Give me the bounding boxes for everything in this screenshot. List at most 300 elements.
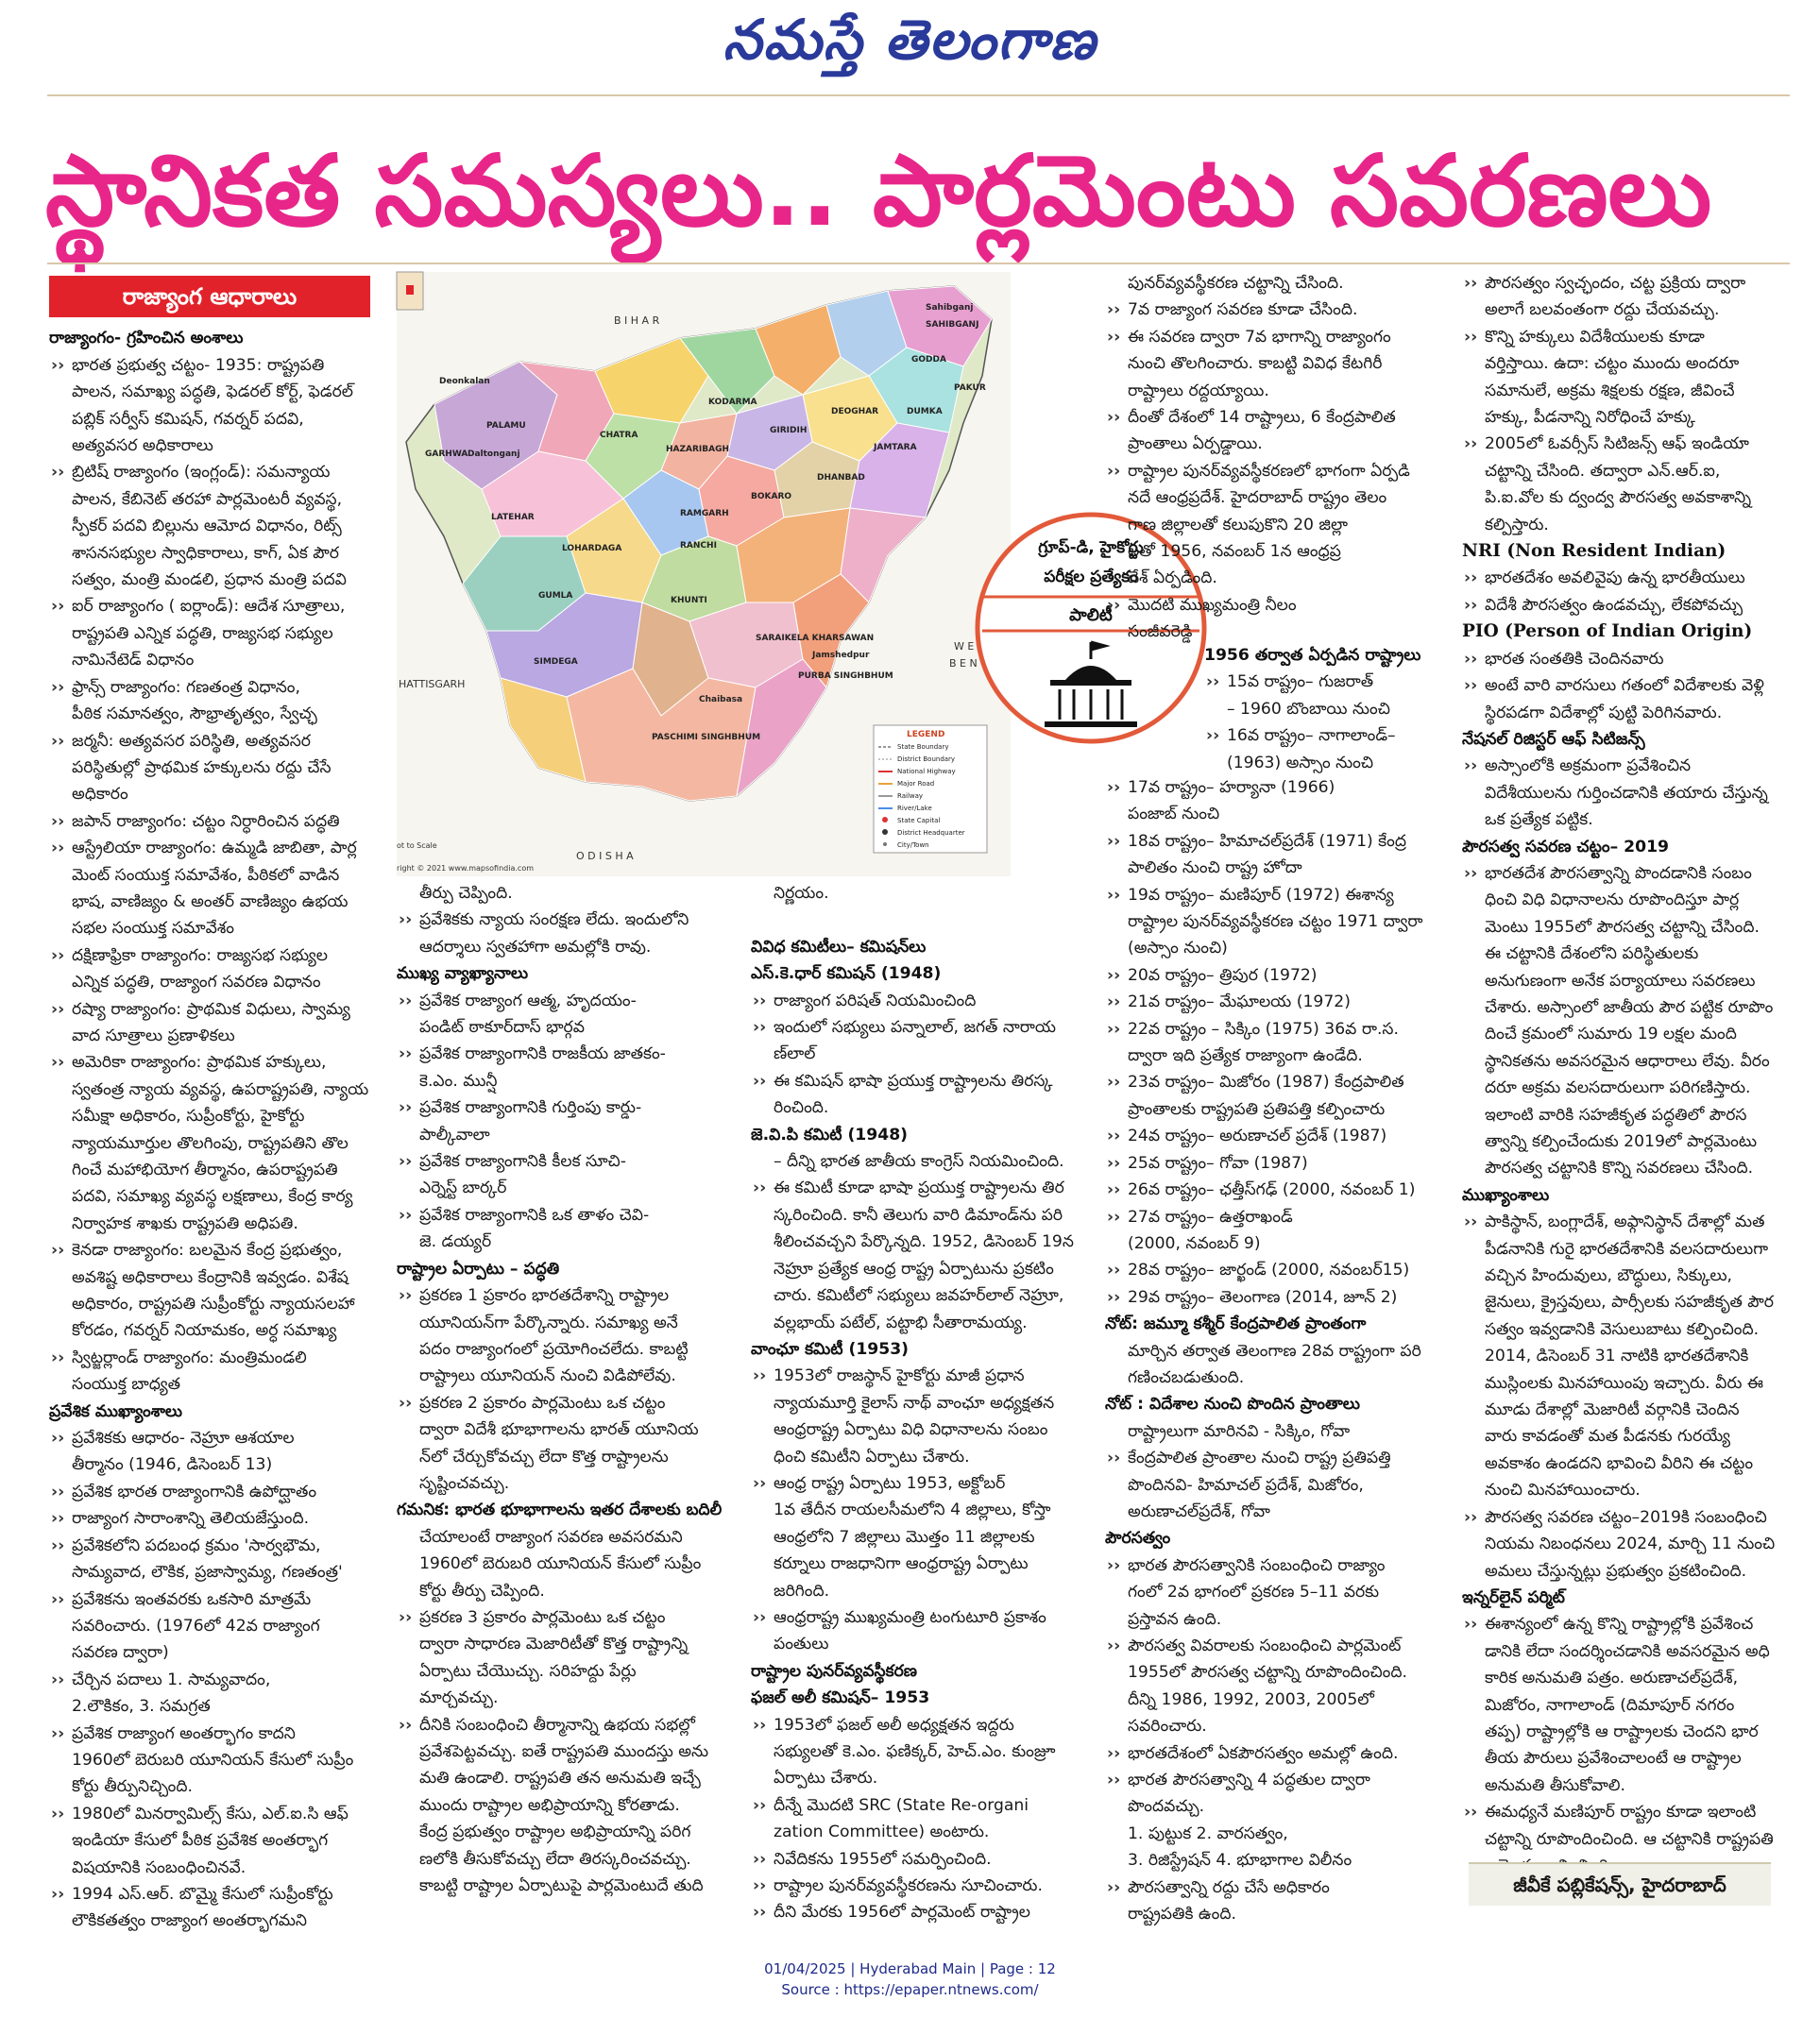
bullet-item: ›› 26వ రాష్ట్రం– ఛత్తీస్‌గఢ్ (2000, నవంబర్ 1) [1105, 1177, 1454, 1203]
map-legend-item: Major Road [897, 780, 935, 788]
bullet-item: ›› విదేశీ పౌరసత్వం ఉండవచ్చు, లేకపోవచ్చు [1462, 592, 1783, 619]
text-line: వల్లభాయ్ పటేల్, పట్టాభి సీతారామయ్య. [774, 1313, 1028, 1332]
bullet-item: ›› జర్మనీ: అత్యవసర పరిస్థితి, అత్యవసర [49, 728, 370, 755]
bullet-item: ›› బ్రిటిష్ రాజ్యాంగం (ఇంగ్లండ్): సమన్యాయ [49, 459, 370, 485]
bullet-item: ›› భారత పౌరసత్వాన్ని 4 పద్ధతుల ద్వారా [1105, 1767, 1454, 1793]
text-line: తీయ పౌరులు ప్రవేశించాలంటే ఆ రాష్ట్రాల [1485, 1749, 1742, 1769]
bullet-item: ›› ప్రవేశికలోని పదబంధ క్రమం 'సార్వభౌమ, [49, 1533, 370, 1559]
text-line: స్పీకర్ పదవి బిల్లును ఆమోద విధానం, రిట్స్ [72, 517, 342, 536]
text-line: ద్వారా సాధారణ మెజారిటీతో కొత్త రాష్ట్రాన్ని [419, 1635, 689, 1654]
bullet-item: ›› పౌరసత్వ సవరణ చట్టం–2019కి సంబంధించి [1462, 1504, 1783, 1531]
column-body [1462, 270, 1783, 1879]
bullet-item: ›› ఈ సవరణ ద్వారా 7వ భాగాన్ని రాజ్యాంగం [1105, 324, 1454, 350]
text-line: పదం రాజ్యాంగంలో ప్రయోగించలేదు. కాబట్టి [419, 1339, 689, 1359]
bullet-item: ›› ఈశాన్యంలో ఉన్న కొన్ని రాష్ట్రాల్లోకి ప్రవేశించ [1462, 1611, 1783, 1637]
map-label-paschimi-singhbhum: PASCHIMI SINGHBHUM [652, 733, 761, 742]
text-line: పంతులు [774, 1635, 829, 1654]
map-label-sahibganj: SAHIBGANJ [926, 320, 979, 330]
map-label-ramgarh: RAMGARH [680, 509, 729, 518]
text-line: కారిక అనుమతి పత్రం. అరుణాచల్‌ప్రదేశ్, [1485, 1669, 1739, 1688]
text-line: ప్రవేశపెట్టవచ్చు. ఐతే రాష్ట్రపతి ముందస్తు అను [419, 1742, 709, 1761]
map-label-lohardaga: LOHARDAGA [562, 544, 622, 553]
map-legend-item: District Boundary [897, 755, 956, 763]
bullet-item: ›› ఫ్రాన్స్ రాజ్యాంగం: గణతంత్ర విధానం, [49, 674, 370, 701]
map-label-giridih: GIRIDIH [770, 426, 808, 435]
bullet-item: ›› 20వ రాష్ట్రం– త్రిపుర (1972) [1105, 962, 1454, 989]
bullet-item: ›› 7వ రాజ్యాంగ సవరణ కూడా చేసింది. [1105, 297, 1454, 323]
text-line: పాలితం నుంచి రాష్ట్ర హోదా [1128, 858, 1302, 878]
bullet-item: ›› రాజ్యాంగ పరిషత్ నియమించింది [751, 988, 1091, 1014]
text-line: దేశ్ ఏర్పడింది. [1128, 568, 1217, 588]
text-line: ఇలాంటి వారికి సహజీకృత పద్ధతిలో పౌరస [1485, 1105, 1747, 1125]
text-line: రాష్ట్రాలు యూనియన్ నుంచి విడిపోలేవు. [419, 1366, 676, 1386]
text-line: రాష్ట్రపతికి ఉంది. [1128, 1905, 1236, 1925]
text-line: కోర్టు తీర్పునిచ్చింది. [72, 1777, 193, 1797]
text-line: అరుణాచల్‌ప్రదేశ్, గోవా [1128, 1501, 1270, 1521]
bullet-item: ›› చేర్చిన పదాలు 1. సామ్యవాదం, [49, 1667, 370, 1693]
text-line: శీలించవచ్చని పేర్కొన్నది. 1952, డిసెంబర్ 19న [774, 1232, 1074, 1252]
text-line: వర్తిస్తాయి. ఉదా: చట్టం ముందు అందరూ [1485, 354, 1740, 374]
footer-source-link[interactable]: Source : https://epaper.ntnews.com/ [781, 1981, 1039, 1998]
text-line: ఆంధ్రలోని 7 జిల్లాలు మొత్తం 11 జిల్లాలకు [774, 1527, 1035, 1547]
text-line: ముస్లింలకు మినహాయింపు ఇచ్చారు. వీరు ఈ [1485, 1373, 1764, 1393]
text-line: సంజీవరెడ్డి [1128, 622, 1193, 642]
bullet-item: ›› ప్రకరణ 1 ప్రకారం భారతదేశాన్ని రాష్ట్రాల [397, 1282, 737, 1309]
section-heading: రాష్ట్రాల ఏర్పాటు – పద్ధతి [397, 1259, 560, 1279]
bullet-item: ›› 1980లో మినర్వామిల్స్ కేసు, ఎల్.ఐ.సి ఆఫ్ [49, 1801, 370, 1827]
bullet-item: ›› దక్షిణాఫ్రికా రాజ్యాంగం: రాజ్యసభ సభ్యుల [49, 942, 370, 969]
map-label-khunti: KHUNTI [671, 596, 707, 605]
text-line: మార్చిన తర్వాత తెలంగాణ 28వ రాష్ట్రంగా పరి [1128, 1341, 1421, 1361]
text-line: ఇండియా కేసులో పీఠిక ప్రవేశిక అంతర్భాగ [72, 1831, 329, 1851]
text-line: గణించబడుతుంది. [1128, 1367, 1245, 1387]
text-line: త్వాన్ని కల్పించేందుకు 2019లో పార్లమెంటు [1485, 1132, 1758, 1151]
section-heading: వాంఛూ కమిటీ (1953) [751, 1339, 910, 1359]
text-line: ద్వారా విదేశీ భూభాగాలను భారత్ యూనియ [419, 1420, 699, 1440]
section-heading: గమనిక: భారత భూభాగాలను ఇతర దేశాలకు బదిలీ [397, 1501, 723, 1520]
text-line: కాబట్టి రాష్ట్రాల ఏర్పాటుపై పార్లమెంటుదే తుది [419, 1876, 704, 1896]
text-line: చట్టాన్ని చేసింది. తద్వారా ఎన్.ఆర్.ఐ, [1485, 461, 1721, 481]
text-line: విదేశీయులను గుర్తించడానికి తయారు చేస్తున్న [1485, 783, 1768, 803]
map-legend-item: National Highway [897, 768, 956, 775]
text-line: హక్కు, పీడనాన్ని నిరోధించే హక్కు [1485, 408, 1695, 428]
bullet-item: ›› 21వ రాష్ట్రం– మేఘాలయ (1972) [1105, 989, 1454, 1015]
text-line: కోర్టు తీర్పు చెప్పింది. [419, 1581, 545, 1601]
bullet-item: ›› రాష్ట్రాల పునర్‌వ్యవస్థీకరణలో భాగంగా ఏర్పడి [1105, 458, 1454, 484]
text-line: చట్టాన్ని రూపొందించింది. ఆ చట్టానికి రాష్ట్రపతి [1485, 1829, 1774, 1849]
section-heading: నేషనల్ రిజిస్టర్ ఆఫ్ సిటిజన్స్ [1462, 729, 1645, 749]
bullet-item: ›› పాకిస్థాన్, బంగ్లాదేశ్, అఫ్గానిస్థాన్ దేశాల్లో మత [1462, 1209, 1783, 1235]
text-line: కోరడం, గవర్నర్ నియామకం, అర్ధ సమాఖ్య [72, 1321, 337, 1341]
text-line: స్వతంత్ర న్యాయ వ్యవస్థ, ఉపరాష్ట్రపతి, న్యాయ [72, 1079, 369, 1099]
bullet-item: ›› 27వ రాష్ట్రం– ఉత్తరాఖండ్ [1105, 1204, 1454, 1230]
column-body [1105, 270, 1454, 646]
text-line: అధికారం, రాష్ట్రపతి సుప్రీంకోర్టు న్యాయసలహా [72, 1295, 355, 1314]
text-line: మూడు దేశాల్లో మెజారిటీ వర్గానికి చెందిన [1485, 1400, 1740, 1420]
bullet-item: ›› 1994 ఎస్.ఆర్. బొమ్మై కేసులో సుప్రీంకోర్టు [49, 1881, 370, 1908]
text-line: నియమ నిబంధనలు 2024, మార్చి 11 నుంచి [1485, 1535, 1776, 1554]
text-line: ఒక ప్రత్యేక పట్టిక. [1485, 810, 1593, 830]
map-label-chatra: CHATRA [600, 431, 638, 440]
bullet-item: ›› 19వ రాష్ట్రం– మణిపూర్ (1972) ఈశాన్య [1105, 882, 1454, 908]
column-states-reorg-top [1105, 270, 1454, 648]
map-neighbor-bengal: B E N [949, 657, 978, 670]
map-label-pakur: PAKUR [954, 383, 986, 393]
text-line: భాష, వాణిజ్యం & అంతర్ వాణిజ్యం ఉభయ [72, 891, 349, 911]
bullet-item: ›› ఈ కమిషన్ భాషా ప్రయుక్త రాష్ట్రాలను తిరస్క [751, 1068, 1091, 1094]
text-line: ణ్‌లాల్ [774, 1044, 816, 1064]
column-body [1105, 774, 1454, 1927]
text-line: రాష్ట్రాలు రద్దయ్యాయి. [1128, 381, 1269, 400]
section-heading: NRI (Non Resident Indian) [1462, 541, 1726, 562]
text-line: న్యాయమూర్తుల తొలగింపు, రాష్ట్రపతిని తొల [72, 1133, 349, 1153]
text-line: (అస్సాం నుంచి) [1128, 939, 1228, 958]
map-legend-item: City/Town [897, 841, 929, 849]
bullet-item: ›› దీని మేరకు 1956లో పార్లమెంట్ రాష్ట్రాల [751, 1899, 1091, 1925]
badge-line-2: పరీక్షల ప్రత్యేకం [1044, 568, 1138, 586]
map-label-chaibasa: Chaibasa [699, 695, 743, 704]
text-line: పి.ఐ.వోల కు ద్వంద్వ పౌరసత్వ అవకాశాన్ని [1485, 488, 1752, 508]
bullet-item: ›› కెనడా రాజ్యాంగం: బలమైన కేంద్ర ప్రభుత్వం, [49, 1237, 370, 1263]
text-line: గించే మహాభియోగ తీర్మానం, ఉపరాష్ట్రపతి [72, 1161, 338, 1179]
map-legend [874, 725, 987, 853]
bullet-item: ›› 15వ రాష్ట్రం– గుజరాత్ [1204, 669, 1454, 695]
text-line: గంలో 2వ భాగంలో ప్రకరణ 5–11 వరకు [1128, 1583, 1380, 1603]
map-label-daltonganj: Daltonganj [468, 449, 520, 459]
map-label-sahibganj-town: Sahibganj [926, 303, 974, 313]
text-line: తప్ప) రాష్ట్రాల్లోకి ఆ రాష్ట్రాలకు చెందని భార [1485, 1721, 1759, 1741]
bullet-item: ›› ప్రవేశికకు న్యాయ సంరక్షణ లేదు. ఇందులోని [397, 907, 737, 933]
badge-line-3: పాలిటీ [1069, 605, 1113, 625]
map-legend-item: River/Lake [897, 805, 932, 812]
text-line: అవశిష్ట అధికారాలు కేంద్రానికి ఇవ్వడం. విశేష [72, 1267, 349, 1287]
text-line: పునర్‌వ్యవస్థీకరణ చట్టాన్ని చేసింది. [1128, 274, 1344, 293]
section-heading: PIO (Person of Indian Origin) [1462, 621, 1753, 642]
section-heading: ముఖ్య వ్యాఖ్యానాలు [397, 964, 529, 984]
text-line: పంజాబ్ నుంచి [1128, 805, 1220, 824]
text-line: సభల సంయుక్త సమావేశం [72, 919, 235, 939]
text-line: లతో 1956, నవంబర్ 1న ఆంధ్రప్ర [1128, 542, 1341, 562]
map-legend-title: LEGEND [907, 730, 945, 739]
text-line: జరిగింది. [774, 1581, 830, 1601]
bullet-item: ›› ప్రవేశికను ఇంతవరకు ఒకసారి మాత్రమే [49, 1586, 370, 1613]
text-line: సామ్యవాద, లౌకిక, ప్రజాస్వామ్య, గణతంత్ర' [72, 1563, 343, 1583]
text-line: – దీన్ని భారత జాతీయ కాంగ్రెస్ నియమించింది. [774, 1152, 1064, 1172]
text-line: పరిస్థితుల్లో ప్రాథమిక హక్కులను రద్దు చేసే [72, 757, 332, 777]
map-label-garhwa: GARHWA [425, 449, 468, 459]
bullet-item: ›› పౌరసత్వం స్వచ్ఛందం, చట్ట ప్రక్రియ ద్వారా [1462, 270, 1783, 297]
bullet-item: ›› 28వ రాష్ట్రం– జార్ఖండ్ (2000, నవంబర్15) [1105, 1257, 1454, 1283]
map-label-jamtara: JAMTARA [874, 443, 917, 452]
bullet-item: ›› 25వ రాష్ట్రం– గోవా (1987) [1105, 1150, 1454, 1177]
map-neighbor-west: W E [954, 640, 975, 653]
text-line: సమానులే, అక్రమ శిక్షలకు రక్షణ, జీవించే [1485, 381, 1735, 400]
text-line: సమీక్షా అధికారం, సుప్రీంకోర్టు, హైకోర్టు [72, 1107, 305, 1127]
map-scale-note: ot to Scale [397, 841, 437, 850]
bullet-item: ›› ప్రకరణ 3 ప్రకారం పార్లమెంటు ఒక చట్టం [397, 1604, 737, 1631]
text-line: ప్రాంతాలు ఏర్పడ్డాయి. [1128, 434, 1263, 454]
text-line: సవరించారు. (1976లో 42వ రాజ్యాంగ [72, 1616, 320, 1636]
map-label-ranchi: RANCHI [680, 541, 717, 551]
section-heading: ప్రవేశిక ముఖ్యాంశాలు [49, 1401, 182, 1421]
text-line: పౌరసత్వ చట్టానికి కొన్ని సవరణలు చేసింది. [1485, 1159, 1754, 1179]
text-line: రాష్ట్రాలుగా మారినవి - సిక్కిం, గోవా [1128, 1421, 1351, 1441]
text-line: పబ్లిక్ సర్వీస్ కమిషన్, గవర్నర్ పదవి, [72, 409, 304, 429]
text-line: తీర్పు చెప్పింది. [419, 884, 513, 903]
text-line: ప్రస్తావన ఉంది. [1128, 1609, 1222, 1629]
map-label-purba-singhbhum: PURBA SINGHBHUM [798, 671, 893, 681]
bullet-item: ›› ప్రవేశిక రాజ్యాంగానికి ఒక తాళం చెవి- [397, 1202, 737, 1229]
bullet-item: ›› ఈమధ్యనే మణిపూర్ రాష్ట్రం కూడా ఇలాంటి [1462, 1799, 1783, 1825]
text-line: సవరించారు. [1128, 1717, 1207, 1737]
text-line: దరూ అక్రమ వలసదారులుగా పరిగణిస్తారు. [1485, 1078, 1751, 1098]
text-line: నదే ఆంధ్రప్రదేశ్. హైదరాబాద్ రాష్ట్రం తెలం [1128, 488, 1387, 508]
bullet-item: ›› 29వ రాష్ట్రం– తెలంగాణ (2014, జూన్ 2) [1105, 1284, 1454, 1311]
bullet-item: ›› దీన్నే మొదటి SRC (State Re-organi [751, 1792, 1091, 1819]
bullet-item: ›› స్విట్జర్లాండ్ రాజ్యాంగం: మంత్రిమండలి [49, 1345, 370, 1371]
column-body [49, 325, 370, 1934]
bullet-item: ›› అమెరికా రాజ్యాంగం: ప్రాథమిక హక్కులు, [49, 1049, 370, 1076]
text-line: పొందవచ్చు. [1128, 1797, 1205, 1817]
badge-line-1: గ్రూప్-డి, హైకోర్టు [1038, 538, 1144, 557]
text-line: పాలన, సమాఖ్య పద్ధతి, ఫెడరల్ కోర్ట్, ఫెడరల్ [72, 382, 353, 402]
bullet-item: ›› రాష్ట్రాల పునర్‌వ్యవస్థీకరణను సూచించారు. [751, 1873, 1091, 1899]
section-banner: రాజ్యాంగ ఆధారాలు [49, 276, 370, 317]
text-line: ఎన్నిక పద్ధతి, రాజ్యాంగ సవరణ విధానం [72, 973, 321, 992]
publisher-credit: జీవీకే పబ్లికేషన్స్, హైదరాబాద్ [1469, 1862, 1771, 1906]
text-line: న్యాయమూర్తి కైలాస్ నాథ్ వాంఛూ అధ్యక్షతన [774, 1393, 1055, 1413]
map-label-jamshedpur: Jamshedpur [812, 651, 870, 660]
bullet-item: ›› 23వ రాష్ట్రం– మిజోరం (1987) కేంద్రపాలిత [1105, 1069, 1454, 1095]
bullet-item: ›› 18వ రాష్ట్రం– హిమాచల్‌ప్రదేశ్ (1971) కేంద్ర [1105, 828, 1454, 855]
text-line: జె. డయ్యర్ [419, 1232, 492, 1252]
column-body [751, 880, 1091, 1926]
map-neighbor-chhattisgarh: HATTISGARH [399, 678, 466, 690]
text-line: పదవి, సమాఖ్య వ్యవస్థ లక్షణాలు, కేంద్ర కార్య [72, 1187, 353, 1207]
bullet-item: ›› ప్రకరణ 2 ప్రకారం పార్లమెంటు ఒక చట్టం [397, 1390, 737, 1416]
bullet-item: ›› అస్సాంలోకి అక్రమంగా ప్రవేశించిన [1462, 753, 1783, 779]
bullet-item: ›› అంటే వారి వారసులు గతంలో విదేశాలకు వెళ్లి [1462, 672, 1783, 699]
section-heading: 1956 తర్వాత ఏర్పడిన రాష్ట్రాలు [1204, 646, 1421, 665]
text-line: ద్వారా ఇది ప్రత్యేక రాజ్యాంగా ఉండేది. [1128, 1046, 1363, 1066]
page-footer [0, 1959, 1820, 2000]
text-line: 2.లౌకికం, 3. సమగ్రత [72, 1697, 211, 1717]
section-heading: రాష్ట్రాల పునర్‌వ్యవస్థీకరణ [751, 1661, 917, 1681]
text-line: శాసనసభ్యుల స్వాధికారాలు, కాగ్, ఏక పౌర [72, 543, 339, 563]
section-heading: నోట్ : విదేశాల నుంచి పొందిన ప్రాంతాలు [1105, 1395, 1360, 1415]
text-line: అనుగుణంగా అనేక పర్యాయాలు సవరణలు [1485, 971, 1756, 991]
bullet-item: ›› మొదటి ముఖ్యమంత్రి నీలం [1105, 592, 1454, 619]
bullet-item: ›› 17వ రాష్ట్రం– హర్యానా (1966) [1105, 774, 1454, 801]
masthead-logo: నమస్తే తెలంగాణ [723, 8, 1097, 72]
text-line: మిజోరం, నాగాలాండ్ (దిమాపూర్ నగరం [1485, 1695, 1735, 1715]
text-line: కె.ఎం. మున్షీ [419, 1071, 498, 1091]
map-legend-item: State Boundary [897, 743, 949, 751]
column-preamble-states [397, 880, 737, 1919]
column-committees [751, 880, 1091, 1923]
column-body [397, 880, 737, 1899]
text-line: zation Committee) అంటారు. [774, 1823, 990, 1842]
text-line: విషయానికి సంబంధించినవే. [72, 1857, 247, 1877]
text-line: కర్నూలు రాజధానిగా ఆంధ్రరాష్ట్ర ఏర్పాటు [774, 1554, 1029, 1574]
text-line: డానికి లేదా సందర్శించడానికి అవసరమైన అధి [1485, 1641, 1770, 1661]
text-line: ముందు రాష్ట్రాల అభిప్రాయాన్ని కోరతాడు. [419, 1795, 680, 1815]
text-line: – 1960 బొంబాయి నుంచి [1227, 699, 1390, 719]
text-line: సభ్యులతో కె.ఎం. ఫణిక్కర్, హెచ్.ఎం. కుంజ్రూ [774, 1742, 1056, 1761]
bullet-item: ›› జపాన్ రాజ్యాంగం: చట్టం నిర్ధారించిన పద్ధతి [49, 808, 370, 835]
bullet-item: ›› కేంద్రపాలిత ప్రాంతాల నుంచి రాష్ట్ర ప్రతిపత్తి [1105, 1445, 1454, 1471]
text-line: నెహ్రూ ప్రత్యేక ఆంధ్ర రాష్ట్ర ఏర్పాటును ప్రకటిం [774, 1259, 1054, 1279]
text-line: ధించి విధి విధానాలను రూపొందిస్తూ పార్ల [1485, 890, 1740, 910]
section-heading: వివిధ కమిటీలు– కమిషన్‌లు [751, 937, 927, 957]
text-line: వచ్చిన హిందువులు, బౌద్ధులు, సిక్కులు, [1485, 1266, 1732, 1286]
text-line: వారు కావడంతో మత పీడనకు గురయ్యే [1485, 1427, 1730, 1447]
headline: స్థానికత సమస్యలు.. పార్లమెంటు సవరణలు [45, 133, 1712, 248]
text-line: పండిట్ ఠాకూర్‌దాస్ భార్గవ [419, 1018, 585, 1038]
column-states-after-1956 [1204, 642, 1454, 774]
text-line: దీన్ని 1986, 1992, 2003, 2005లో [1128, 1689, 1374, 1709]
text-line: అమలు చేస్తున్నట్లు ప్రభుత్వం ప్రకటించింది. [1485, 1561, 1747, 1581]
bullet-item: ›› ప్రవేశికకు ఆధారం- నెహ్రూ ఆశయాల [49, 1425, 370, 1451]
column-body [1204, 642, 1454, 776]
spacer [751, 907, 1091, 933]
bullet-item: ›› ఇందులో సభ్యులు పన్నాలాల్, జగత్ నారాయ [751, 1014, 1091, 1041]
text-line: పీఠిక సమానత్వం, సౌభ్రాతృత్వం, స్వేచ్ఛ [72, 704, 317, 724]
text-line: జైనులు, క్రైస్తవులు, పార్సీలకు సహజీకృత పౌర [1485, 1293, 1774, 1313]
text-line: 1960లో బెరుబరి యూనియన్ కేసులో సుప్రీం [419, 1554, 702, 1574]
bullet-item: ›› ప్రవేశిక భారత రాజ్యాంగానికి ఉపోద్ఘాతం [49, 1479, 370, 1505]
section-heading: ఎస్.కె.ధార్ కమిషన్ (1948) [751, 964, 942, 984]
text-line: 1960లో బెరుబరి యూనియన్ కేసులో సుప్రీం [72, 1750, 354, 1770]
text-line: అధికారం [72, 785, 128, 805]
map-label-dumka: DUMKA [907, 407, 943, 416]
bullet-item: ›› భారతదేశం అవలివైపు ఉన్న భారతీయులు [1462, 565, 1783, 591]
map-neighbor-bihar: B I H A R [614, 314, 660, 327]
column-constitution-sources [49, 276, 370, 1931]
bullet-item: ›› 2005లో ఓవర్సీస్ సిటిజన్స్ ఆఫ్ ఇండియా [1462, 431, 1783, 457]
bullet-item: ›› భారతదేశంలో ఏకపౌరసత్వం అమల్లో ఉంది. [1105, 1740, 1454, 1767]
text-line: మార్చవచ్చు. [419, 1688, 499, 1708]
text-line: మెంట్ సంయుక్త సమావేశం, పీఠికలో వాడిన [72, 865, 340, 885]
map-label-deoghar: DEOGHAR [831, 407, 879, 416]
text-line: చేశారు. అస్సాంలో జాతీయ పౌర పట్టిక రూపొం [1485, 997, 1774, 1017]
column-citizenship [1462, 270, 1783, 1857]
map-legend-item: Railway [897, 792, 924, 800]
text-line: స్కరించింది. కానీ తెలుగు వారి డిమాండ్‌ను పరి [774, 1205, 1063, 1225]
bullet-item: ›› భారత సంతతికి చెందినవారు [1462, 646, 1783, 672]
section-heading: రాజ్యాంగం- గ్రహించిన అంశాలు [49, 329, 244, 348]
text-line: పీడనానికి గురై భారతదేశానికి వలసదారులుగా [1485, 1239, 1769, 1259]
jharkhand-map [397, 272, 1011, 876]
bullet-item: ›› పౌరసత్వాన్ని రద్దు చేసే అధికారం [1105, 1874, 1454, 1901]
bullet-item: ›› 1953లో ఫజల్ అలీ అధ్యక్షతన ఇద్దరు [751, 1712, 1091, 1738]
text-line: అనుమతి తీసుకోవాలి. [1485, 1775, 1625, 1795]
text-line: చారు. కమిటీలో సభ్యులు జవహర్‌లాల్ నెహ్రూ, [774, 1286, 1064, 1306]
text-line: (2000, నవంబర్ 9) [1128, 1233, 1261, 1253]
text-line: ప్రాంతాలకు రాష్ట్రపతి ప్రతిపత్తి కల్పించారు [1128, 1099, 1386, 1119]
text-line: మెంటు 1955లో పౌరసత్వ చట్టాన్ని చేసింది. [1485, 917, 1760, 937]
bullet-item: ›› కొన్ని హక్కులు విదేశీయులకు కూడా [1462, 324, 1783, 350]
map-label-bokaro: BOKARO [751, 492, 792, 501]
map-label-kodarma: KODARMA [708, 398, 757, 407]
map-neighbor-odisha: O D I S H A [576, 850, 634, 862]
text-line: సత్వం ఇవ్వడానికి వెసులుబాటు కల్పించింది. [1485, 1319, 1760, 1339]
footer-edition-info: 01/04/2025 | Hyderabad Main | Page : 12 [764, 1960, 1056, 1977]
text-line: ధించి కమిటీని ఏర్పాటు చేశారు. [774, 1447, 970, 1467]
text-line: ఏర్పాటు చేశారు. [774, 1769, 878, 1789]
text-line: యూనియన్‌గా పేర్కొన్నారు. సమాఖ్య అనే [419, 1313, 678, 1332]
text-line: వాద సూత్రాలు ప్రణాళికలు [72, 1026, 235, 1045]
bullet-item: ›› నివేదికను 1955లో సమర్పించింది. [751, 1846, 1091, 1873]
text-line: నిర్ణయం. [774, 884, 829, 903]
map-label-dhanbad: DHANBAD [817, 473, 865, 483]
section-heading: పౌరసత్వం [1105, 1529, 1171, 1549]
map-legend-item: District Headquarter [897, 829, 965, 837]
section-heading: నోట్: జమ్మూ కశ్మీర్ కేంద్రపాలిత ప్రాంతంగా [1105, 1314, 1367, 1334]
text-line: గాణ జిల్లాలతో కలుపుకొని 20 జిల్లా [1128, 515, 1348, 534]
bullet-item: ›› ఈ కమిటీ కూడా భాషా ప్రయుక్త రాష్ట్రాలను తిర [751, 1175, 1091, 1201]
column-states-list [1105, 774, 1454, 1925]
text-line: మతి ఉండాలి. రాష్ట్రపతి తన అనుమతి ఇచ్చే [419, 1769, 701, 1789]
text-line: దించే క్రమంలో సుమారు 19 లక్షల మంది [1485, 1025, 1737, 1044]
bullet-item: ›› ఆంధ్రరాష్ట్ర ముఖ్యమంత్రి టంగుటూరి ప్రకాశం [751, 1604, 1091, 1631]
bullet-item: ›› 16వ రాష్ట్రం– నాగాలాండ్– [1204, 722, 1454, 749]
masthead-rule [47, 94, 1790, 96]
text-line: ఈ చట్టానికి దేశంలోని పరిస్థితులకు [1485, 944, 1699, 964]
text-line: 2014, డిసెంబర్ 31 నాటికి భారతదేశానికి [1485, 1347, 1749, 1366]
bullet-item: ›› ప్రవేశిక రాజ్యాంగానికి గుర్తింపు కార్డు- [397, 1094, 737, 1121]
text-line: సంయుక్త బాధ్యత [72, 1375, 180, 1395]
text-line: 1955లో పౌరసత్వ చట్టాన్ని రూపొందించింది. [1128, 1663, 1407, 1683]
map-label-gumla: GUMLA [538, 591, 573, 601]
bullet-item: ›› ఆంధ్ర రాష్ట్ర ఏర్పాటు 1953, అక్టోబర్ [751, 1470, 1091, 1497]
text-line: ఎర్నెస్ట్ బార్కర్ [419, 1179, 507, 1198]
text-line: అత్యవసర అధికారాలు [72, 436, 213, 456]
map-label-simdega: SIMDEGA [534, 657, 578, 667]
bullet-item: ›› 24వ రాష్ట్రం– అరుణాచల్ ప్రదేశ్ (1987) [1105, 1123, 1454, 1149]
bullet-item: ›› ప్రవేశిక రాజ్యాంగ ఆత్మ, హృదయం- [397, 988, 737, 1014]
text-line: 1వ తేదీన రాయలసీమలోని 4 జిల్లాలు, కోస్తా [774, 1501, 1051, 1520]
map-label-palamu: PALAMU [486, 421, 526, 431]
bullet-item: ›› ప్రవేశిక రాజ్యాంగ అంతర్భాగం కాదని [49, 1721, 370, 1747]
bullet-item: ›› రష్యా రాజ్యాంగం: ప్రాథమిక విధులు, స్వామ్య [49, 996, 370, 1023]
map-label-latehar: LATEHAR [491, 513, 535, 522]
text-line: 3. రిజిస్ట్రేషన్ 4. భూభాగాల విలీనం [1128, 1851, 1352, 1871]
bullet-item: ›› రాజ్యాంగ సారాంశాన్ని తెలియజేస్తుంది. [49, 1505, 370, 1532]
bullet-item: ›› భారత ప్రభుత్వ చట్టం- 1935: రాష్ట్రపతి [49, 352, 370, 379]
text-line: ణలోకి తీసుకోవచ్చు లేదా తిరస్కరించవచ్చు. [419, 1849, 691, 1869]
text-line: సత్వం, మంత్రి మండలి, ప్రధాన మంత్రి పదవి [72, 570, 347, 590]
text-line: తీర్మానం (1946, డిసెంబర్ 13) [72, 1455, 273, 1475]
text-line: న్‌లో చేర్చుకోవచ్చు లేదా కొత్త రాష్ట్రాలను [419, 1447, 669, 1467]
text-line: కల్పిస్తారు. [1485, 515, 1549, 534]
section-heading: జె.వి.పి కమిటీ (1948) [751, 1125, 909, 1145]
bullet-item: ›› 1953లో రాజస్థాన్ హైకోర్టు మాజీ ప్రధాన [751, 1363, 1091, 1389]
text-line: నిర్వాహక శాఖకు రాష్ట్రపతి అధిపతి. [72, 1213, 298, 1233]
text-line: కేంద్ర ప్రభుత్వం రాష్ట్రాల అభిప్రాయాన్ని పరిగ [419, 1823, 691, 1842]
bullet-item: ›› 22వ రాష్ట్రం – సిక్కిం (1975) 36వ రా.స. [1105, 1016, 1454, 1043]
bullet-item: ›› భారతదేశ పౌరసత్వాన్ని పొందడానికి సంబం [1462, 860, 1783, 887]
text-line: లౌకికతత్వం రాజ్యాంగ అంతర్భాగమని [72, 1911, 307, 1931]
map-legend-item: State Capital [897, 817, 941, 824]
text-line: పాల్కీవాలా [419, 1125, 490, 1145]
text-line: పొందినవి- హిమాచల్ ప్రదేశ్, మిజోరం, [1128, 1475, 1364, 1495]
bullet-item: ›› పౌరసత్వ వివరాలకు సంబంధించి పార్లమెంట్ [1105, 1633, 1454, 1659]
text-line: ఏర్పాటు చేయొచ్చు. సరిహద్దు పేర్లు [419, 1661, 637, 1681]
section-heading: ఫజల్ అలీ కమిషన్– 1953 [751, 1688, 930, 1708]
section-heading: ఇన్నర్‌లైన్ పర్మిట్ [1462, 1587, 1565, 1607]
bullet-item: ›› దీనికి సంబంధించి తీర్మానాన్ని ఉభయ సభల్లో [397, 1712, 737, 1738]
